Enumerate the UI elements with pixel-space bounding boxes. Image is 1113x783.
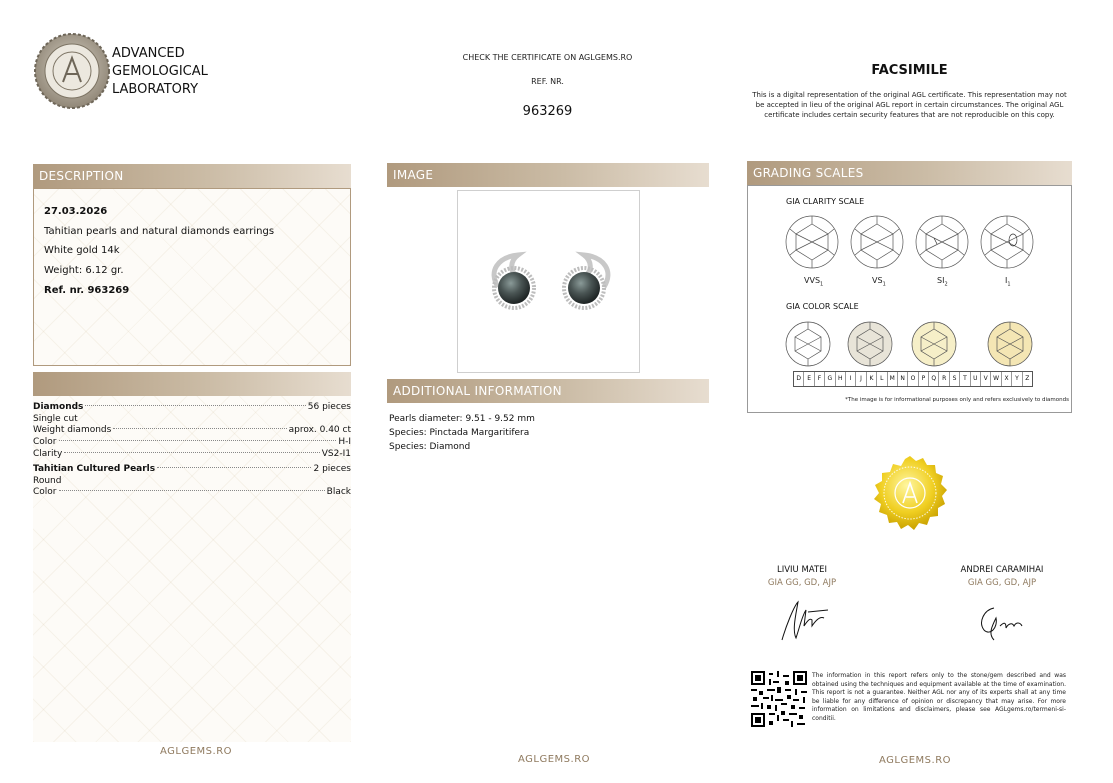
detail-value: VS2-I1 <box>321 449 351 459</box>
detail-row <box>33 436 351 448</box>
detail-dots <box>157 467 311 468</box>
color-letter: G <box>825 372 835 386</box>
clarity-grade-label <box>1005 276 1011 288</box>
description-item: Tahitian pearls and natural diamonds earrings <box>44 226 275 237</box>
detail-key: Tahitian Cultured Pearls <box>33 464 156 474</box>
color-letter: Z <box>1025 375 1030 382</box>
clarity-grade-main: VVS <box>804 276 821 285</box>
grading-scales-bar <box>747 161 1072 185</box>
qr-code[interactable] <box>751 671 807 727</box>
color-diamond <box>848 322 892 366</box>
details-bar <box>33 372 351 396</box>
signature-image <box>772 596 836 646</box>
color-letter: U <box>971 372 981 386</box>
clarity-grade-label <box>872 276 886 288</box>
color-letter: N <box>898 372 908 386</box>
additional-info-bar-label: ADDITIONAL INFORMATION <box>393 384 562 398</box>
detail-dots <box>59 490 325 491</box>
detail-row <box>33 463 351 475</box>
color-letter: E <box>804 372 814 386</box>
color-letter: D <box>794 372 804 386</box>
ref-number: 963269 <box>522 104 573 119</box>
image-bar-label: IMAGE <box>393 168 434 182</box>
color-scale-title: GIA COLOR SCALE <box>786 302 859 311</box>
clarity-scale-diagram <box>748 214 1071 314</box>
color-diamond <box>988 322 1032 366</box>
color-letter: T <box>960 372 970 386</box>
detail-value: 2 pieces <box>313 464 351 474</box>
detail-row <box>33 486 351 498</box>
disclaimer-text: The information in this report refers only to the stone/gem described and was obtained using the techniques and equipment available at the time of examination. This report is not a guarantee. Neither AGL nor any of its experts shall at any time be liable for any difference of opinion or discrepancy that may arise. For more information on limitations and disclaimers, please see AGLgems.ro/termeni-si-conditii. <box>812 672 1066 722</box>
detail-value: Black <box>326 487 351 497</box>
description-ref: Ref. nr. 963269 <box>44 285 130 296</box>
signature-name: LIVIU MATEI <box>776 565 828 575</box>
description-bar <box>33 164 351 188</box>
clarity-diamond <box>786 216 838 268</box>
color-letter: Y <box>1012 372 1022 386</box>
color-diamond <box>786 322 830 366</box>
clarity-grade-label <box>804 276 823 288</box>
color-letter: R <box>939 372 949 386</box>
clarity-grade-label <box>937 276 948 288</box>
detail-value: 56 pieces <box>307 402 351 412</box>
clarity-diamond <box>916 216 968 268</box>
description-panel <box>33 188 351 366</box>
grading-scales-bar-label: GRADING SCALES <box>753 166 864 180</box>
clarity-grade-main: SI <box>937 276 945 285</box>
image-bar <box>387 163 709 187</box>
color-letter: V <box>981 372 991 386</box>
detail-key: Round <box>33 476 62 486</box>
gold-seal-icon <box>872 455 948 531</box>
clarity-diamond <box>851 216 903 268</box>
detail-value: aprox. 0.40 ct <box>288 425 351 435</box>
clarity-grade-main: I <box>1005 276 1008 285</box>
clarity-grade-sub: 1 <box>820 281 824 288</box>
description-weight: Weight: 6.12 gr. <box>44 265 124 276</box>
detail-row <box>33 424 351 436</box>
color-letter: K <box>867 372 877 386</box>
footer-link-center[interactable]: AGLGEMS.RO <box>518 754 591 765</box>
color-letter: M <box>888 372 898 386</box>
detail-key: Color <box>33 437 57 447</box>
detail-key: Weight diamonds <box>33 425 112 435</box>
product-image-frame <box>457 190 640 373</box>
signature-title: GIA GG, GD, AJP <box>767 578 837 588</box>
footer-link-right[interactable]: AGLGEMS.RO <box>879 755 952 766</box>
color-diamond <box>912 322 956 366</box>
color-letter: Q <box>929 372 939 386</box>
detail-key: Clarity <box>33 449 63 459</box>
color-scale-diagram <box>748 318 1071 378</box>
ref-label: REF. NR. <box>531 77 564 86</box>
signature-image <box>972 596 1036 646</box>
color-letter: F <box>815 372 825 386</box>
color-letter: L <box>877 372 887 386</box>
additional-line: Species: Diamond <box>389 442 471 452</box>
color-letter: I <box>846 372 856 386</box>
additional-line: Species: Pinctada Margaritifera <box>389 428 530 438</box>
color-letter: H <box>836 372 846 386</box>
description-date: 27.03.2026 <box>44 206 108 217</box>
detail-value: H-I <box>338 437 351 447</box>
detail-row <box>33 448 351 460</box>
clarity-grade-sub: 1 <box>882 281 886 288</box>
clarity-scale-title: GIA CLARITY SCALE <box>786 197 865 206</box>
clarity-grade-main: VS <box>872 276 883 285</box>
facsimile-title: FACSIMILE <box>871 63 948 78</box>
detail-dots <box>113 428 286 429</box>
description-metal: White gold 14k <box>44 245 120 256</box>
signature-title: GIA GG, GD, AJP <box>967 578 1037 588</box>
color-letter: O <box>908 372 918 386</box>
detail-dots <box>59 440 337 441</box>
color-letter-strip <box>793 371 1033 387</box>
grading-scales-panel <box>747 185 1072 413</box>
detail-dots <box>85 405 305 406</box>
clarity-grade-sub: 1 <box>1007 281 1011 288</box>
agl-seal-logo <box>33 32 111 110</box>
color-letter: J <box>856 372 866 386</box>
detail-row <box>33 401 351 413</box>
detail-key: Single cut <box>33 414 78 424</box>
color-letter: S <box>950 372 960 386</box>
footer-link-left[interactable]: AGLGEMS.RO <box>160 746 233 757</box>
description-bar-label: DESCRIPTION <box>39 169 124 183</box>
clarity-diamond <box>981 216 1033 268</box>
facsimile-note: This is a digital representation of the original AGL certificate. This representation may not be accepted in lieu of the original AGL report in certain circumstances. The original AGL certificate includes certain security features that are not reproducible on this copy. <box>752 91 1067 119</box>
detail-key: Color <box>33 487 57 497</box>
color-letter: P <box>919 372 929 386</box>
signature-name: ANDREI CARAMIHAI <box>960 565 1044 575</box>
detail-key: Diamonds <box>33 402 84 412</box>
check-certificate-text[interactable]: CHECK THE CERTIFICATE ON AGLGEMS.RO <box>462 53 633 62</box>
color-letter: X <box>1002 372 1012 386</box>
additional-line: Pearls diameter: 9.51 - 9.52 mm <box>389 414 535 424</box>
brand-name-line1: ADVANCED <box>112 46 185 61</box>
brand-name-line3: LABORATORY <box>112 82 199 97</box>
grading-note: *The image is for informational purposes only and refers exclusively to diamonds <box>845 397 1069 403</box>
brand-name-line2: GEMOLOGICAL <box>112 64 208 79</box>
clarity-grade-sub: 2 <box>944 281 948 288</box>
color-letter: W <box>991 372 1001 386</box>
earrings-image <box>458 191 639 372</box>
additional-info-bar <box>387 379 709 403</box>
detail-dots <box>64 452 319 453</box>
